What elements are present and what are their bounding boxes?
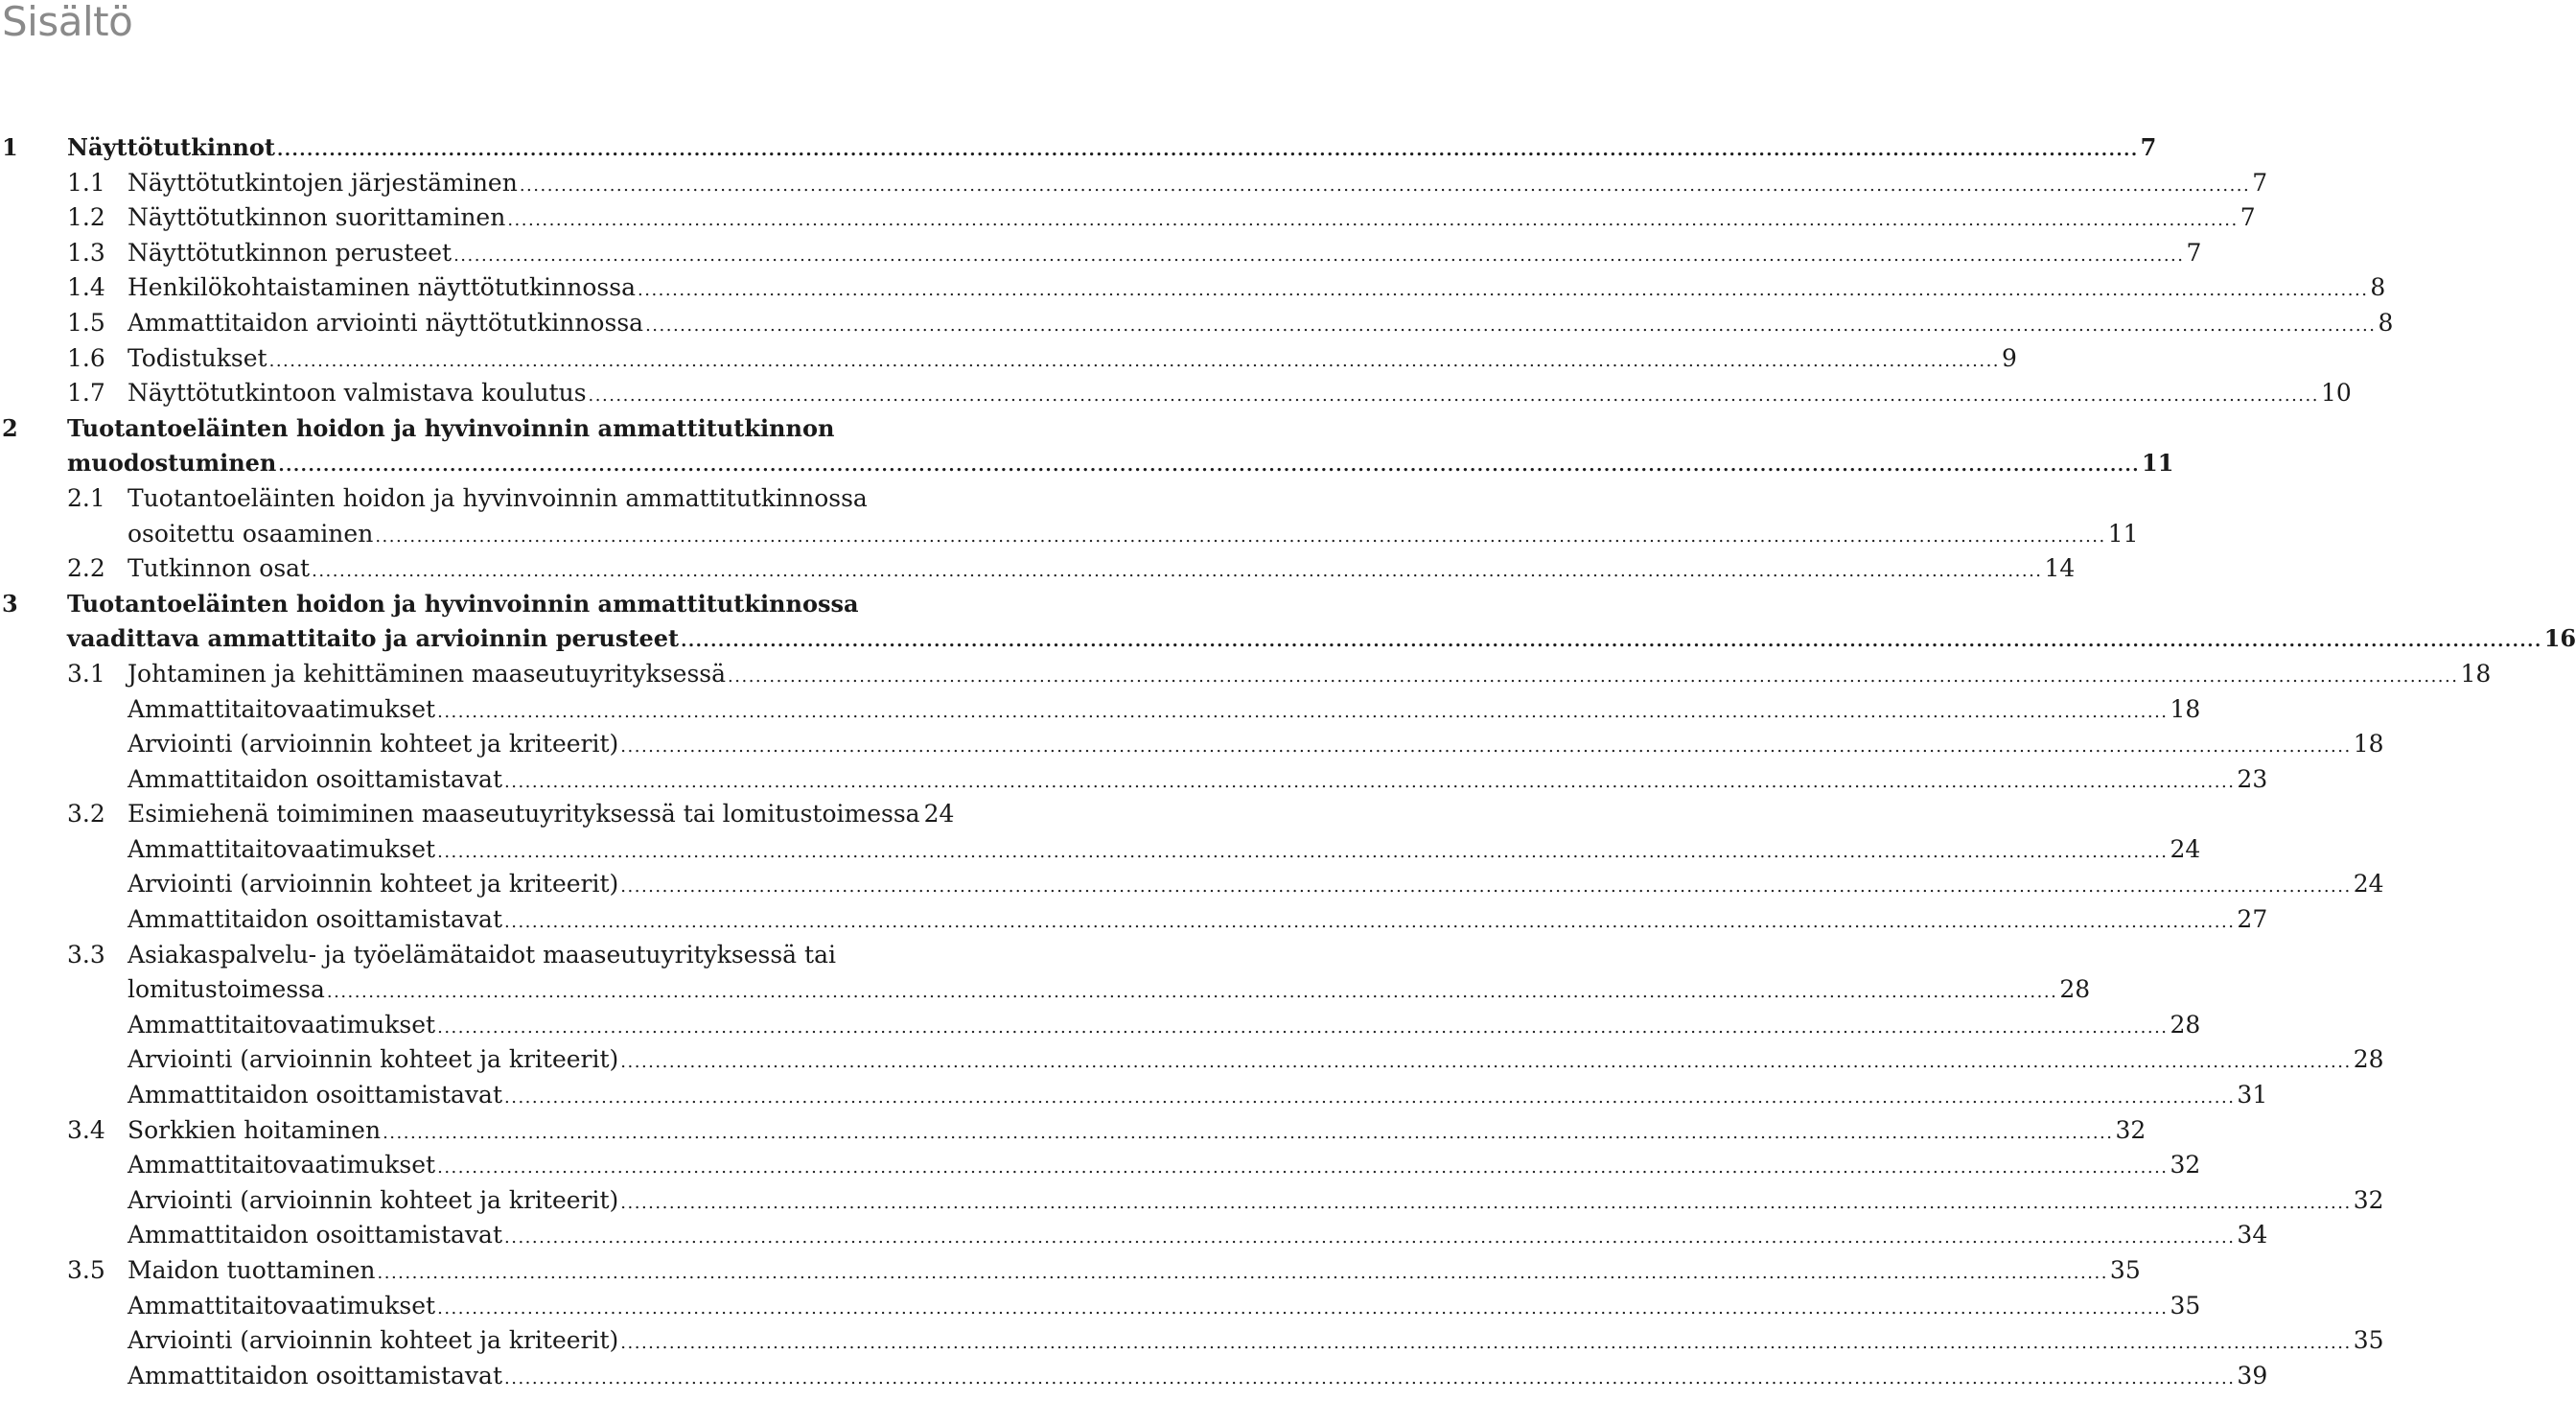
table-of-contents [0,130,2576,1393]
toc-entry-label: Ammattitaitovaatimukset [128,1291,436,1319]
dot-leader [589,379,2319,414]
dot-leader [504,1362,2235,1397]
toc-entry-page-number: 28 [2059,975,2091,1004]
toc-entry-page-number: 35 [2170,1291,2201,1319]
toc-entry-line [128,1323,2384,1362]
toc-entry-line [128,481,917,517]
dot-leader [437,1292,2168,1327]
toc-entry[interactable] [0,762,2268,798]
dot-leader [269,344,2000,380]
dot-leader [620,1186,2351,1222]
toc-entry-number: 1.3 [67,238,105,267]
toc-entry[interactable] [0,517,2139,552]
toc-entry[interactable] [0,587,917,622]
toc-entry[interactable] [0,621,2576,657]
toc-entry[interactable] [0,130,2157,166]
toc-entry-line [128,762,2268,801]
toc-entry-page-number: 24 [2353,870,2384,899]
toc-entry-label: Tuotantoeläinten hoidon ja hyvinvoinnin ammattitutkinnossa [128,483,868,512]
toc-entry-label: Ammattitaidon osoittamistavat [128,1221,502,1249]
toc-entry-line [128,657,2492,695]
toc-entry-line [128,1253,2141,1292]
toc-entry-label: Sorkkien hoitaminen [128,1115,382,1144]
toc-entry-line [128,200,2256,239]
dot-leader [437,1151,2168,1186]
dot-leader [437,695,2168,731]
toc-entry-page-number: 8 [2378,308,2394,337]
toc-entry-number: 3.5 [67,1256,105,1284]
toc-entry-label: Tuotantoeläinten hoidon ja hyvinvoinnin ammattitutkinnon [67,413,835,442]
toc-entry-page-number: 9 [2002,343,2017,372]
toc-entry-label: Ammattitaitovaatimukset [128,1151,436,1179]
toc-entry-label: Ammattitaitovaatimukset [128,834,436,863]
toc-entry[interactable] [0,306,2394,341]
toc-entry-line [128,938,917,973]
dot-leader [520,169,2250,204]
toc-entry-line [128,1148,2201,1186]
toc-entry-page-number: 27 [2237,905,2268,934]
toc-entry-page-number: 7 [2186,238,2202,267]
toc-entry-line [128,270,2386,309]
toc-entry[interactable] [0,797,955,832]
toc-entry-label: Todistukset [128,343,267,372]
dot-leader [437,835,2168,871]
toc-entry-label: Ammattitaitovaatimukset [128,1010,436,1039]
toc-entry-line [67,446,2174,484]
toc-entry[interactable] [0,1113,2147,1149]
dot-leader [453,239,2184,274]
toc-entry-label: Esimiehenä toimiminen maaseutuyrityksessä tai lomitustoimessa [128,800,920,829]
toc-entry-label: Näyttötutkintojen järjestäminen [128,168,518,197]
toc-entry[interactable] [0,938,917,973]
toc-entry[interactable] [0,411,917,447]
toc-entry[interactable] [0,1183,2384,1219]
toc-entry-page-number: 7 [2239,203,2256,232]
toc-entry-page-number: 34 [2237,1221,2268,1249]
toc-entry[interactable] [0,972,2091,1008]
toc-entry-page-number: 11 [2142,449,2174,478]
toc-entry-line [128,972,2091,1011]
toc-entry[interactable] [0,867,2384,902]
dot-leader [375,520,2105,555]
toc-entry[interactable] [0,692,2201,728]
toc-entry-page-number: 10 [2320,379,2352,408]
toc-entry-page-number: 8 [2370,273,2386,302]
toc-entry-number: 2.2 [67,554,105,583]
toc-entry-line [67,130,2157,169]
page-title: Sisältö [2,0,133,45]
toc-entry[interactable] [0,727,2384,762]
dot-leader [728,660,2458,695]
toc-entry-line [128,1183,2384,1222]
toc-entry[interactable] [0,657,2492,692]
toc-entry-label: Ammattitaidon arviointi näyttötutkinnossa [128,308,644,337]
toc-entry[interactable] [0,200,2256,236]
toc-entry-line [67,587,917,622]
toc-entry[interactable] [0,166,2268,201]
toc-entry-number: 1 [2,133,18,161]
toc-entry[interactable] [0,1078,2268,1113]
toc-entry-label: Arviointi (arvioinnin kohteet ja kriteerit) [128,1185,619,1214]
toc-entry-number: 1.7 [67,379,105,408]
toc-entry[interactable] [0,902,2268,938]
toc-entry-number: 1.6 [67,343,105,372]
dot-leader [620,1326,2351,1362]
toc-entry-page-number: 28 [2353,1045,2384,1074]
toc-entry-line [67,411,917,447]
toc-entry-line [128,832,2201,871]
toc-entry-number: 3.1 [67,659,105,688]
dot-leader [504,1081,2235,1116]
dot-leader [645,309,2376,344]
toc-entry-line [128,1359,2268,1397]
toc-entry-page-number: 35 [2109,1256,2141,1284]
dot-leader [504,905,2235,941]
toc-entry-label: Arviointi (arvioinnin kohteet ja kriteerit) [128,870,619,899]
toc-entry[interactable] [0,1042,2384,1078]
toc-entry-label: Näyttötutkinnot [67,133,275,161]
toc-entry-page-number: 32 [2353,1185,2384,1214]
toc-entry-number: 1.4 [67,273,105,302]
toc-entry-line [128,166,2268,204]
toc-entry-page-number: 18 [2353,730,2384,759]
toc-entry-page-number: 14 [2044,554,2076,583]
dot-leader [504,1221,2235,1256]
dot-leader [620,1045,2351,1081]
toc-entry[interactable] [0,341,2017,377]
toc-entry-page-number: 18 [2460,659,2492,688]
toc-entry-line [128,797,955,835]
toc-entry-page-number: 28 [2170,1010,2201,1039]
toc-entry-page-number: 7 [2252,168,2268,197]
toc-entry-label: Ammattitaidon osoittamistavat [128,1361,502,1389]
dot-leader [620,870,2351,905]
toc-entry[interactable] [0,270,2386,306]
dot-leader [383,1116,2113,1152]
toc-entry-label: Arviointi (arvioinnin kohteet ja kriteerit) [128,1045,619,1074]
toc-entry-label: Tutkinnon osat [128,554,311,583]
dot-leader [681,624,2542,660]
toc-entry-line [128,376,2352,414]
toc-entry[interactable] [0,1289,2201,1324]
dot-leader [312,554,2042,590]
toc-entry-page-number: 31 [2237,1081,2268,1109]
toc-entry-label: lomitustoimessa [128,975,325,1004]
toc-entry-page-number: 39 [2237,1361,2268,1389]
toc-entry-page-number: 7 [2140,133,2157,161]
toc-entry-number: 3.2 [67,800,105,829]
toc-entry[interactable] [0,481,917,517]
toc-entry-number: 1.5 [67,308,105,337]
toc-entry-line [128,692,2201,731]
toc-entry-label: vaadittava ammattitaito ja arvioinnin perusteet [67,624,680,653]
toc-entry-number: 3.4 [67,1115,105,1144]
toc-entry[interactable] [0,1218,2268,1253]
toc-entry[interactable] [0,1008,2201,1043]
toc-entry-page-number: 18 [2170,694,2201,723]
toc-entry-label: Tuotantoeläinten hoidon ja hyvinvoinnin ammattitutkinnossa [67,589,859,618]
dot-leader [437,1011,2168,1046]
toc-entry-line [128,341,2017,380]
toc-entry-line [128,727,2384,765]
toc-entry[interactable] [0,1323,2384,1359]
toc-entry-line [128,517,2139,555]
toc-entry-page-number: 11 [2107,519,2139,548]
toc-entry-line [128,1078,2268,1116]
toc-entry-label: Näyttötutkinnon suorittaminen [128,203,506,232]
toc-entry-line [128,236,2202,274]
toc-entry-label: osoitettu osaaminen [128,519,374,548]
dot-leader [638,273,2368,309]
toc-entry-line [128,1042,2384,1081]
toc-entry-label: Asiakaspalvelu- ja työelämätaidot maaseutuyrityksessä tai [128,940,836,969]
dot-leader [277,133,2139,169]
toc-entry-number: 3 [2,589,18,618]
toc-entry-label: Arviointi (arvioinnin kohteet ja kriteerit) [128,1326,619,1355]
toc-entry-label: Näyttötutkintoon valmistava koulutus [128,379,587,408]
toc-entry-line [67,621,2576,660]
toc-entry-label: Maidon tuottaminen [128,1256,376,1284]
toc-entry-line [128,1218,2268,1256]
toc-entry-label: Ammattitaidon osoittamistavat [128,1081,502,1109]
toc-entry-line [128,867,2384,905]
toc-entry-page-number: 32 [2170,1151,2201,1179]
toc-entry-line [128,902,2268,941]
toc-entry[interactable] [0,1148,2201,1183]
toc-entry-label: Arviointi (arvioinnin kohteet ja kriteerit) [128,730,619,759]
dot-leader [504,765,2235,801]
toc-entry[interactable] [0,832,2201,868]
toc-entry-page-number: 16 [2543,624,2576,653]
toc-entry-line [128,551,2076,590]
toc-entry-page-number: 24 [923,800,955,829]
toc-entry-page-number: 32 [2115,1115,2147,1144]
toc-entry-number: 2 [2,413,18,442]
toc-entry-number: 1.2 [67,203,105,232]
toc-entry-number: 1.1 [67,168,105,197]
toc-entry-label: Ammattitaidon osoittamistavat [128,905,502,934]
toc-entry-page-number: 23 [2237,764,2268,793]
toc-entry[interactable] [0,1359,2268,1394]
toc-entry-number: 3.3 [67,940,105,969]
toc-entry-label: muodostuminen [67,449,277,478]
toc-entry-line [128,1113,2147,1152]
toc-entry-label: Johtaminen ja kehittäminen maaseutuyrityksessä [128,659,727,688]
toc-entry-line [128,1008,2201,1046]
dot-leader [327,975,2057,1011]
toc-entry-label: Ammattitaitovaatimukset [128,694,436,723]
toc-entry-label: Ammattitaidon osoittamistavat [128,764,502,793]
toc-entry-label: Henkilökohtaistaminen näyttötutkinnossa [128,273,636,302]
toc-entry[interactable] [0,551,2076,587]
toc-entry-line [128,1289,2201,1327]
toc-entry-line [128,306,2394,344]
toc-entry-label: Näyttötutkinnon perusteet [128,238,453,267]
toc-entry[interactable] [0,376,2352,411]
toc-entry[interactable] [0,1253,2141,1289]
dot-leader [507,203,2238,239]
toc-entry-page-number: 24 [2170,834,2201,863]
toc-entry[interactable] [0,236,2202,271]
dot-leader [378,1256,2108,1292]
toc-entry[interactable] [0,446,2174,481]
toc-entry-page-number: 35 [2353,1326,2384,1355]
dot-leader [278,449,2140,484]
dot-leader [620,730,2351,765]
toc-entry-number: 2.1 [67,483,105,512]
